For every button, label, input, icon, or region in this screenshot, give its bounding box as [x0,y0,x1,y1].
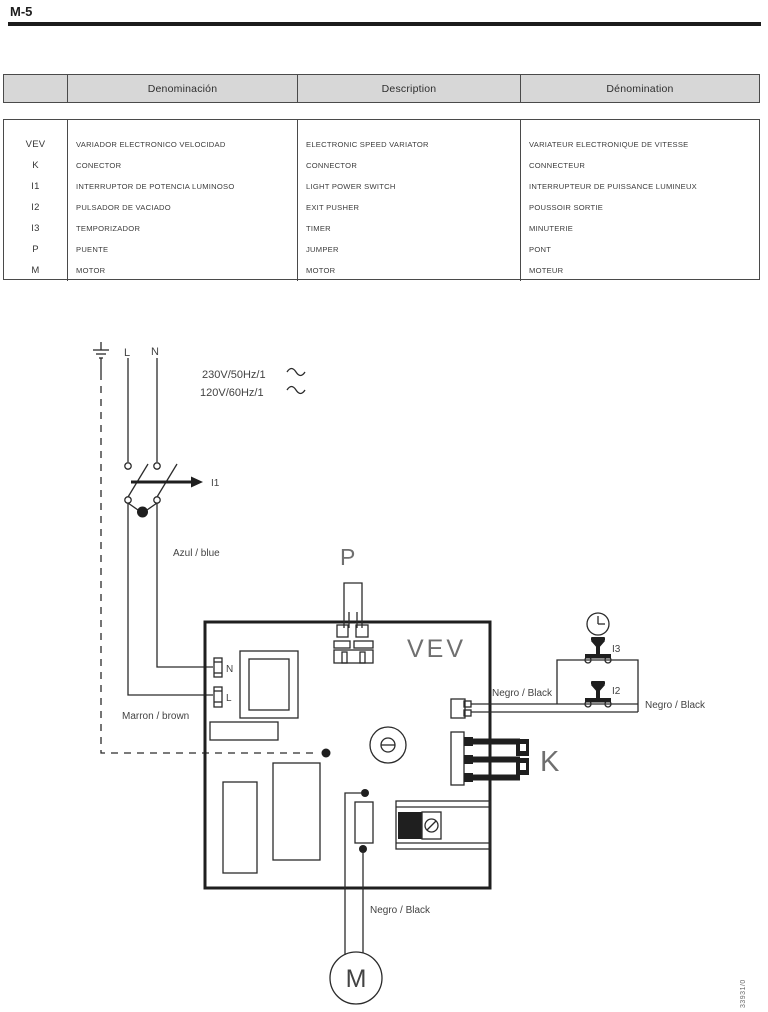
symbol-p: P [32,244,39,255]
connector-k [451,732,529,785]
connector-2pin [451,699,471,718]
header-description: Description [298,75,521,102]
relay-block [396,801,490,849]
mains-l-label: L [124,347,131,359]
symbol-k: K [32,160,39,171]
fr-i1: INTERRUPTEUR DE PUISSANCE LUMINEUX [529,182,697,191]
en-m: MOTOR [306,266,336,275]
capacitor-2 [273,763,320,860]
wire-black-right-label: Negro / Black [645,700,706,711]
wire-brown-label: Marron / brown [122,711,190,722]
ground-symbol [93,342,109,380]
es-m: MOTOR [76,266,106,275]
transformer [240,651,298,718]
wire-black-left-label: Negro / Black [492,688,553,699]
fr-i2: POUSSOIR SORTIE [529,203,604,212]
fr-m: MOTEUR [529,266,564,275]
en-p: JUMPER [306,245,339,254]
motor-wire-label: Negro / Black [370,905,431,916]
symbol-i3: I3 [31,223,40,234]
pushbutton-i2-icon [585,681,611,703]
motor-wire-left [345,793,362,955]
en-k: CONNECTOR [306,161,358,170]
es-i2: PULSADOR DE VACIADO [76,203,171,212]
mains-n-label: N [151,346,159,358]
symbol-i2: I2 [31,202,40,213]
en-i2: EXIT PUSHER [306,203,360,212]
supply-line1: 230V/50Hz/1 [202,369,266,381]
fr-i3: MINUTERIE [529,224,574,233]
pushbutton-i3-icon [585,637,611,659]
resistor [355,789,373,853]
es-i1: INTERRUPTOR DE POTENCIA LUMINOSO [76,182,235,191]
terminal-n-label: N [226,664,234,675]
page-title: M-5 [10,4,33,19]
en-vev: ELECTRONIC SPEED VARIATOR [306,140,429,149]
fr-k: CONNECTEUR [529,161,586,170]
wire-brown [128,503,213,695]
es-i3: TEMPORIZADOR [76,224,141,233]
es-p: PUENTE [76,245,109,254]
wire-blue-label: Azul / blue [173,548,220,559]
ac-symbol-1 [287,369,305,376]
symbol-vev: VEV [25,139,46,150]
symbol-m: M [31,265,40,276]
terminal-n [214,658,222,677]
header-denomination: Dénomination [606,82,674,95]
timer-i3-label: I3 [612,644,621,655]
en-i1: LIGHT POWER SWITCH [306,182,396,191]
fr-p: PONT [529,245,552,254]
supply-rating [200,369,305,400]
connector-k-label: K [540,746,560,778]
supply-line2: 120V/60Hz/1 [200,387,264,399]
symbol-i1: I1 [31,181,40,192]
pusher-i2-label: I2 [612,686,621,697]
en-i3: TIMER [306,224,331,233]
document-number: 33931/0 [740,979,747,1008]
jumper-p-label: P [340,544,356,570]
es-vev: VARIADOR ELECTRONICO VELOCIDAD [76,140,226,149]
header-denominacion: Denominación [68,75,298,102]
potentiometer [370,727,406,763]
vev-board-label: VEV [407,635,467,663]
ac-symbol-2 [287,387,305,394]
component-block [210,722,278,740]
fr-vev: VARIATEUR ELECTRONIQUE DE VITESSE [529,140,689,149]
motor-label: M [345,965,367,993]
switch-link-arrow [191,477,203,488]
switch-lamp [137,507,148,518]
terminal-l [214,687,222,707]
timer-clock-icon [587,613,609,635]
switch-i1-label: I1 [211,478,220,489]
es-k: CONECTOR [76,161,122,170]
capacitor-1 [223,782,257,873]
terminal-l-label: L [226,693,232,704]
switch-i1 [125,463,203,518]
